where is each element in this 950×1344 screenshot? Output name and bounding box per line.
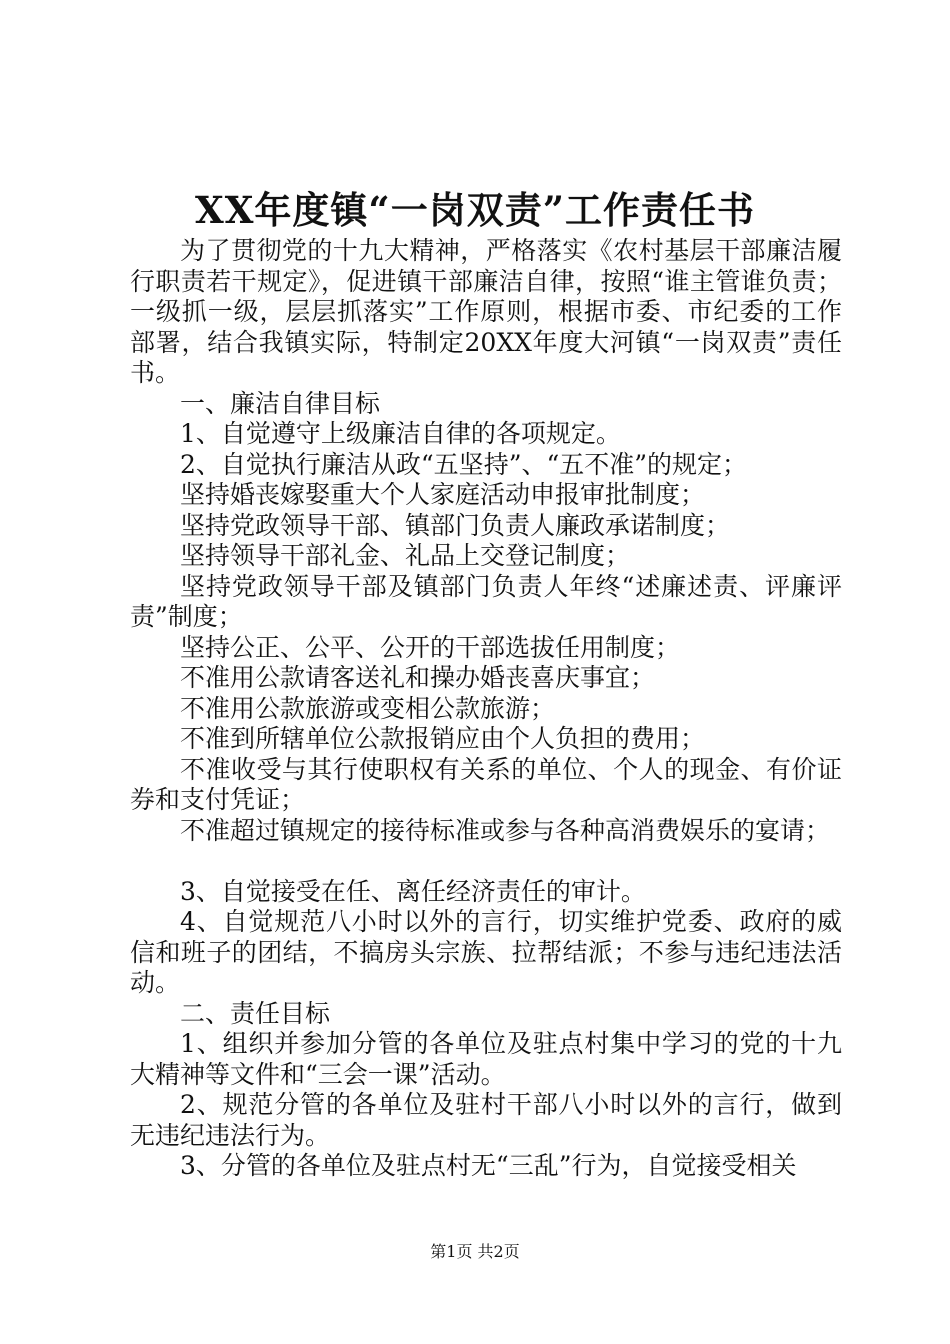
list-item: 1、自觉遵守上级廉洁自律的各项规定。: [180, 419, 621, 448]
list-item: 不准收受与其行使职权有关系的单位、个人的现金、有价证券和支付凭证；: [130, 754, 842, 814]
list-item: 坚持党政领导干部及镇部门负责人年终“述廉述责、评廉评责”制度；: [130, 571, 842, 631]
list-item: 1、组织并参加分管的各单位及驻点村集中学习的党的十九大精神等文件和“三会一课”活动。: [130, 1029, 842, 1089]
list-item: 坚持婚丧嫁娶重大个人家庭活动申报审批制度；: [180, 480, 706, 509]
list-item: 3、分管的各单位及驻点村无“三乱”行为，自觉接受相关: [180, 1151, 797, 1180]
document-title: XX年度镇“一岗双责”工作责任书: [195, 188, 755, 232]
list-item: 不准超过镇规定的接待标准或参与各种高消费娱乐的宴请；: [180, 815, 831, 845]
list-item: 坚持领导干部礼金、礼品上交登记制度；: [180, 541, 631, 570]
list-item: 不准用公款请客送礼和操办婚丧喜庆事宜；: [180, 663, 656, 692]
list-item: 3、自觉接受在任、离任经济责任的审计。: [180, 876, 646, 906]
section-heading-integrity: 一、廉洁自律目标: [180, 388, 381, 418]
list-item: 坚持党政领导干部、镇部门负责人廉政承诺制度；: [180, 510, 731, 540]
list-item: 2、自觉执行廉洁从政“五坚持”、“五不准”的规定；: [180, 449, 748, 479]
section-heading-responsibility: 二、责任目标: [180, 998, 331, 1028]
intro-paragraph: 为了贯彻党的十九大精神，严格落实《农村基层干部廉洁履行职责若干规定》，促进镇干部廉洁自律，按照“谁主管谁负责；一级抓一级，层层抓落实”工作原则，根据市委、市纪委的工作部署，结合我镇实际，特制定20XX年度大河镇“一岗双责”责任书。: [130, 236, 842, 387]
list-item: 坚持公正、公平、公开的干部选拔任用制度；: [180, 632, 681, 662]
list-item: 2、规范分管的各单位及驻村干部八小时以外的言行，做到无违纪违法行为。: [130, 1090, 842, 1150]
page-number-footer: 第1页 共2页: [430, 1242, 520, 1261]
document-body: [130, 236, 842, 1182]
list-item: 不准到所辖单位公款报销应由个人负担的费用；: [180, 724, 706, 753]
list-item: 4、自觉规范八小时以外的言行，切实维护党委、政府的威信和班子的团结，不搞房头宗族、拉帮结派；不参与违纪违法活动。: [130, 907, 842, 997]
list-item: 不准用公款旅游或变相公款旅游；: [180, 693, 556, 723]
